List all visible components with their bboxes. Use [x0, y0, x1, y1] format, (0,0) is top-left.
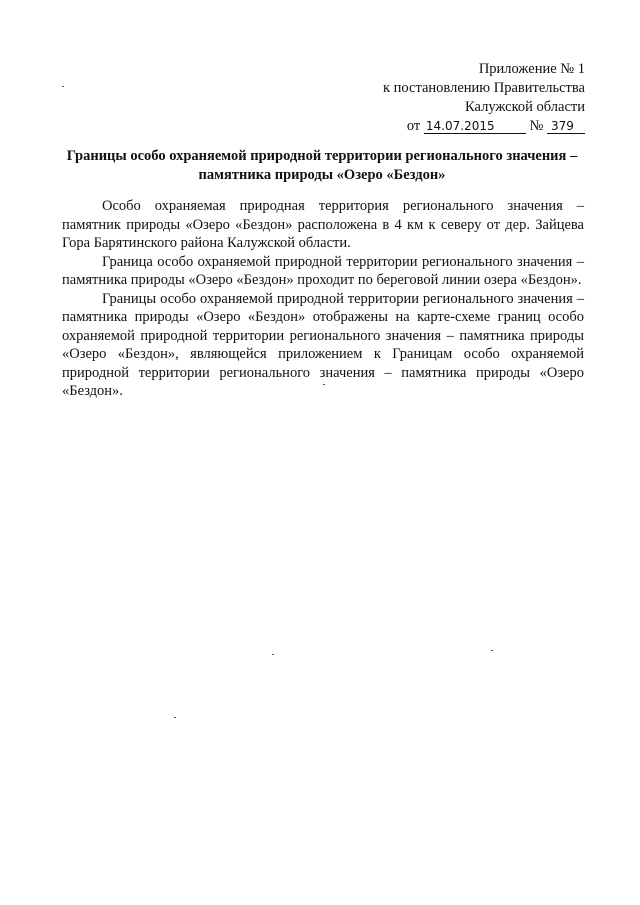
scan-speck — [174, 717, 176, 718]
appendix-reference: к постановлению Правительства — [383, 80, 585, 96]
title-line-2: памятника природы «Озеро «Бездон» — [198, 167, 446, 183]
number-prefix: № — [529, 118, 544, 134]
appendix-header — [383, 60, 585, 136]
document-title — [62, 147, 582, 185]
appendix-number: Приложение № 1 — [478, 61, 585, 77]
number-value: 379 — [547, 119, 585, 134]
paragraph-map-reference: Границы особо охраняемой природной территории регионального значения – памятника природы «Озеро «Бездон» отображены на карте-схеме границ особо охраняемой природной территории регионального значения – памятника природы «Озеро «Бездон», являющейся приложением к Границам особо охраняемой природной территории регионального значения – памятника природы «Озеро «Бездон». — [62, 290, 584, 399]
appendix-region: Калужской области — [465, 99, 585, 115]
appendix-date-line — [383, 117, 585, 136]
title-line-1: Границы особо охраняемой природной территории регионального значения – — [66, 148, 578, 164]
scan-speck — [272, 654, 274, 655]
paragraph-boundary: Граница особо охраняемой природной территории регионального значения – памятника природы «Озеро «Бездон» проходит по береговой линии озера «Бездон». — [62, 253, 584, 288]
scan-speck — [323, 384, 325, 385]
paragraph-location: Особо охраняемая природная территория регионального значения – памятник природы «Озеро «Бездон» расположена в 4 км к северу от дер. Зайцева Гора Барятинского района Калужской области. — [62, 198, 584, 251]
scan-speck — [491, 650, 493, 651]
date-prefix: от — [406, 118, 421, 134]
document-body — [62, 197, 584, 401]
date-value: 14.07.2015 — [424, 119, 526, 134]
scan-speck — [62, 86, 64, 87]
